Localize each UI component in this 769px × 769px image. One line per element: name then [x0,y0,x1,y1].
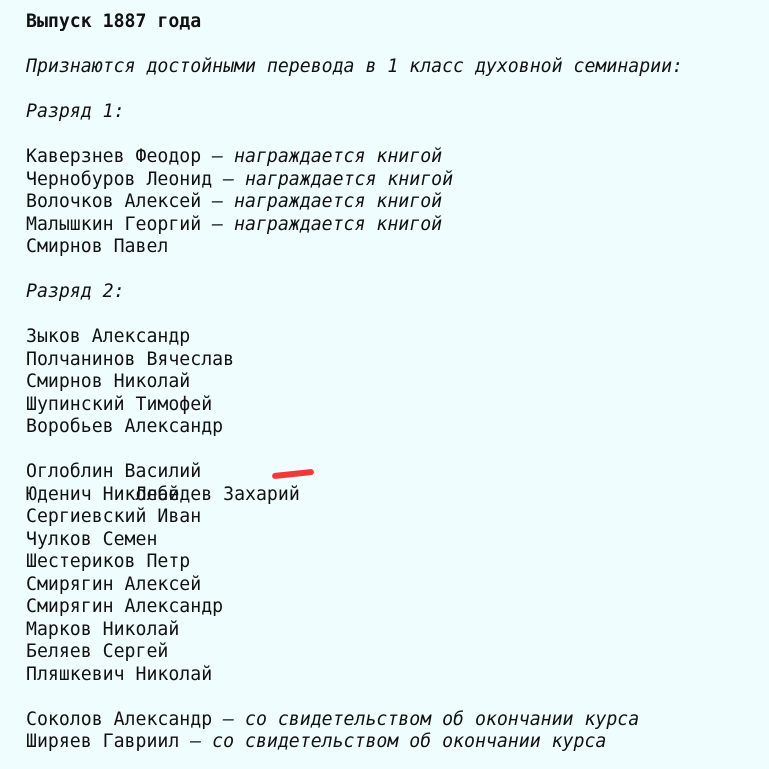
rank-2-entry: Марков Николай [26,618,180,640]
award-note: – награждается книгой [201,191,443,212]
document-page [26,11,756,754]
rank-2-entry: Чулков Семен [26,528,158,550]
rank-1-entry [26,236,756,259]
document-title: Выпуск 1887 года [26,11,202,32]
student-name: Лебедев Захарий [135,483,300,505]
rank-1-entry [26,146,756,169]
student-name: Ширяев Гавриил [26,731,180,752]
award-note: – награждается книгой [212,168,454,190]
rank-1-entry [26,169,756,192]
spacer [26,686,756,709]
highlighted-name-wrap [70,461,300,551]
student-name: Каверзнев Феодор [26,146,202,167]
student-name: Малышкин Георгий [26,213,202,235]
rank-2-entry: Шупинский Тимофей [26,393,213,415]
rank-2-entry: Оглоблин Василий [26,461,202,482]
rank-2-entry: Беляев Сергей [26,641,169,662]
rank-2-entry: Шестериков Петр [26,551,191,572]
rank-2-entry: Юденич Николай [26,483,180,505]
spacer [26,79,756,102]
rank-2-entry: Смирягин Алексей [26,573,202,595]
student-name: Соколов Александр [26,708,213,730]
rank-2-heading: Разряд 2: [26,281,125,302]
rank-2-entry: Смирнов Николай [26,371,191,392]
award-note: – награждается книгой [201,146,443,167]
rank-2-entry: Пляшкевич Николай [26,663,213,685]
spacer [26,34,756,57]
certificate-note: – со свидетельством об окончании курса [179,731,607,752]
spacer [26,304,756,327]
rank-1-heading: Разряд 1: [26,101,125,122]
student-name: Волочков Алексей [26,191,202,212]
rank-2-entry: Полчанинов Вячеслав [26,348,235,370]
rank-2-entry: Сергиевский Иван [26,506,202,527]
rank-1-entry [26,214,756,237]
award-note: – награждается книгой [201,213,443,235]
certificate-entry [26,709,756,732]
intro-text: Признаются достойными перевода в 1 класс духовной семинарии: [26,56,683,77]
student-name: Смирнов Павел [26,236,169,257]
spacer [26,124,756,147]
rank-1-entry [26,191,756,214]
student-name: Чернобуров Леонид [26,168,213,190]
spacer [26,259,756,282]
rank-2-entry: Зыков Александр [26,326,191,347]
certificate-entry [26,731,756,754]
rank-2-entry: Воробьев Александр [26,416,224,437]
certificate-note: – со свидетельством об окончании курса [212,708,640,730]
rank-2-entry: Смирягин Александр [26,596,224,617]
